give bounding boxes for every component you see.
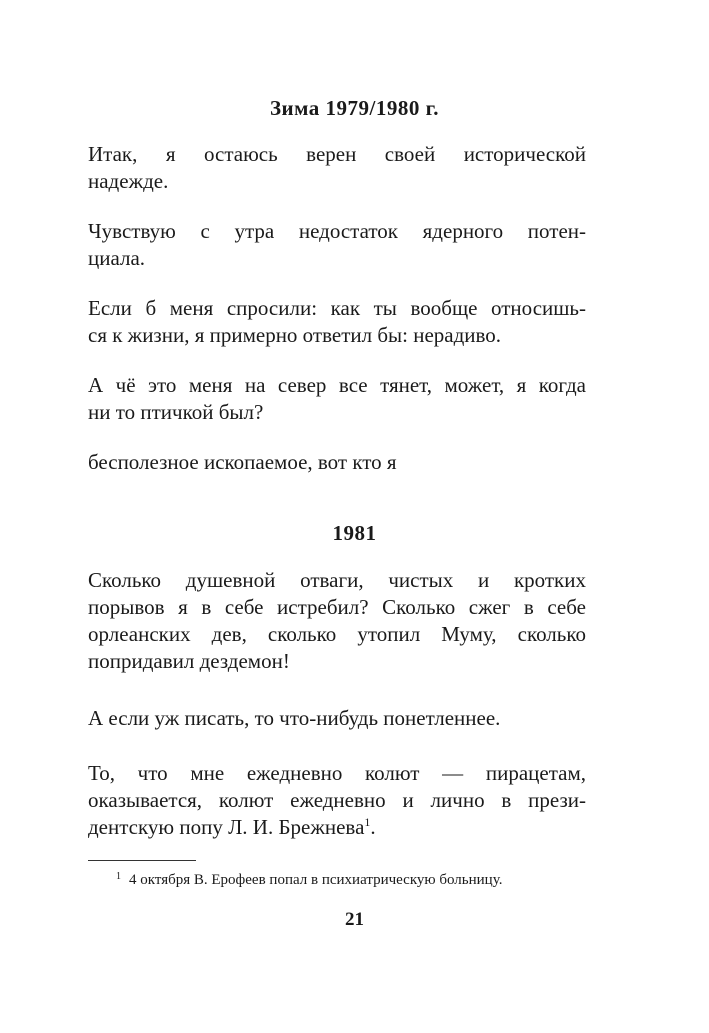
page-number: 21 [345, 909, 364, 930]
text-line: порывов я в себе истребил? Сколько сжег в себе [88, 595, 586, 619]
footnote-reference[interactable]: 1 [364, 815, 371, 829]
text-line: ни то птичкой был? [88, 400, 264, 424]
section-heading-1981: 1981 [332, 521, 377, 545]
footnote-divider [88, 860, 196, 861]
paragraph [88, 705, 586, 732]
text-line: попридавил дездемон! [88, 649, 290, 673]
line-tail: . [370, 815, 376, 839]
text-line: оказывается, колют ежедневно и лично в прези- [88, 788, 586, 812]
text-line-with-footnote [88, 814, 586, 841]
text-line: Чувствую с утра недостаток ядерного потен- [88, 219, 586, 243]
paragraph [88, 218, 586, 272]
paragraph [88, 141, 586, 195]
text-line: Сколько душевной отваги, чистых и кротких [88, 568, 586, 592]
paragraph [88, 567, 586, 675]
paragraph [88, 449, 586, 476]
paragraph [88, 760, 586, 841]
paragraph [88, 295, 586, 349]
text-line: циала. [88, 246, 146, 270]
footnote-mark: 1 [116, 871, 121, 882]
section-heading-winter-1979: Зима 1979/1980 г. [269, 96, 440, 120]
footnote-text: 4 октября В. Ерофеев попал в психиатрическую больницу. [129, 872, 503, 888]
paragraph [88, 372, 586, 426]
text-line: А если уж писать, то что-нибудь понетленнее. [88, 706, 501, 730]
text-line: бесполезное ископаемое, вот кто я [88, 450, 397, 474]
text-line: Если б меня спросили: как ты вообще относишь- [88, 296, 586, 320]
footnote [116, 871, 596, 889]
text-line: надежде. [88, 169, 169, 193]
text-line: То, что мне ежедневно колют — пирацетам, [88, 761, 586, 785]
text-line: орлеанских дев, сколько утопил Муму, сколько [88, 622, 586, 646]
text-line: ся к жизни, я примерно ответил бы: нерадиво. [88, 323, 502, 347]
text-line: дентскую попу Л. И. Брежнева [88, 815, 365, 839]
text-line: А чё это меня на север все тянет, может, я когда [88, 373, 586, 397]
text-line: Итак, я остаюсь верен своей исторической [88, 142, 586, 166]
